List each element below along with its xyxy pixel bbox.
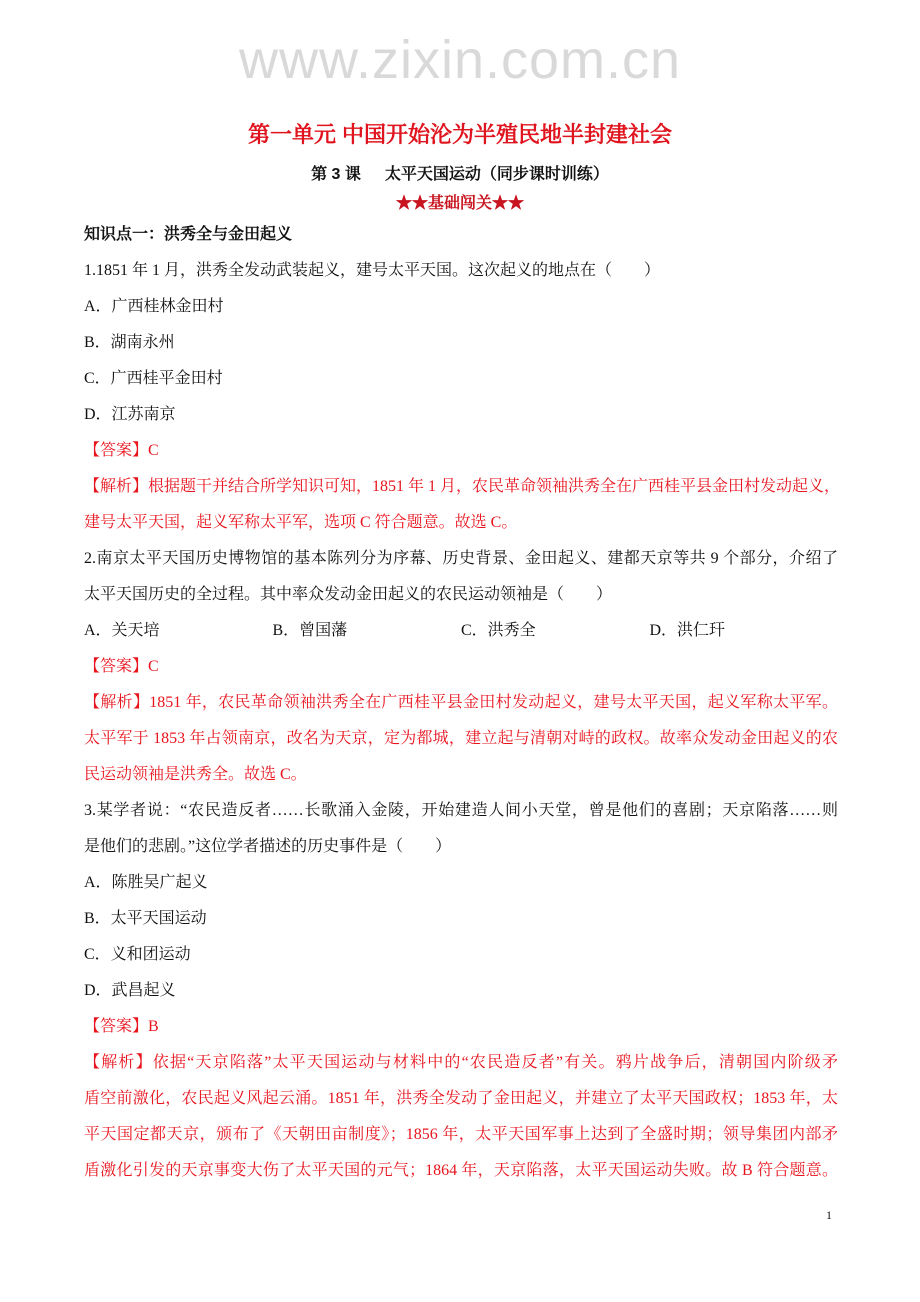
option: C．洪秀全 — [461, 622, 536, 639]
option: A．广西桂林金田村 — [84, 298, 224, 315]
answer: 【答案】C — [84, 658, 159, 675]
question-stem: 3.某学者说：“农民造反者……长歌涌入金陵，开始建造人间小天堂，曾是他们的喜剧；天京陷落……则 — [84, 802, 838, 819]
analysis: 【解析】依据“天京陷落”太平天国运动与材料中的“农民造反者”有关。鸦片战争后，清朝国内阶级矛 — [84, 1054, 838, 1071]
analysis: 【解析】根据题干并结合所学知识可知，1851 年 1 月，农民革命领袖洪秀全在广西桂平县金田村发动起义， — [84, 478, 841, 495]
knowledge-point-heading: 知识点一：洪秀全与金田起义 — [84, 226, 293, 243]
option: A．关天培 — [84, 622, 160, 639]
document-body — [84, 217, 841, 1189]
option: D．洪仁玕 — [649, 622, 726, 639]
option: B．太平天国运动 — [84, 910, 207, 927]
page-number: 1 — [826, 1208, 832, 1222]
section-heading: ★★基础闯关★★ — [395, 195, 524, 212]
options-row — [84, 613, 838, 649]
analysis: 民运动领袖是洪秀全。故选 C。 — [84, 766, 307, 783]
question-stem: 太平天国历史的全过程。其中率众发动金田起义的农民运动领袖是（ ） — [84, 586, 613, 603]
question-stem: 1.1851 年 1 月，洪秀全发动武装起义，建号太平天国。这次起义的地点在（ ） — [84, 262, 661, 279]
analysis: 建号太平天国，起义军称太平军，选项 C 符合题意。故选 C。 — [84, 514, 518, 531]
option: D．江苏南京 — [84, 406, 176, 423]
question-stem: 2.南京太平天国历史博物馆的基本陈列分为序幕、历史背景、金田起义、建都天京等共 9 个部分，介绍了 — [84, 550, 838, 567]
lesson-title: 太平天国运动（同步课时训练） — [384, 166, 609, 183]
analysis: 太平军于 1853 年占领南京，改名为天京，定为都城，建立起与清朝对峙的政权。故率众发动金田起义的农 — [84, 730, 838, 747]
option: D．武昌起义 — [84, 982, 176, 999]
option: C．义和团运动 — [84, 946, 191, 963]
option: C．广西桂平金田村 — [84, 370, 223, 387]
unit-title: 第一单元 中国开始沦为半殖民地半封建社会 — [247, 122, 673, 147]
analysis: 平天国定都天京，颁布了《天朝田亩制度》；1856 年，太平天国军事上达到了全盛时期；领导集团内部矛 — [84, 1126, 838, 1143]
answer: 【答案】B — [84, 1018, 159, 1035]
option: B．曾国藩 — [272, 622, 348, 639]
lesson-heading — [0, 161, 920, 184]
option: A．陈胜吴广起义 — [84, 874, 208, 891]
answer: 【答案】C — [84, 442, 159, 459]
watermark: www.zixin.com.cn — [238, 30, 682, 90]
option: B．湖南永州 — [84, 334, 175, 351]
lesson-number: 第 3 课 — [311, 166, 361, 183]
analysis: 盾空前激化，农民起义风起云涌。1851 年，洪秀全发动了金田起义，并建立了太平天国政权；1853 年，太 — [84, 1090, 838, 1107]
analysis: 【解析】1851 年，农民革命领袖洪秀全在广西桂平县金田村发动起义，建号太平天国，起义军称太平军。 — [84, 694, 838, 711]
question-stem: 是他们的悲剧。”这位学者描述的历史事件是（ ） — [84, 838, 452, 855]
analysis: 盾激化引发的天京事变大伤了太平天国的元气；1864 年，天京陷落，太平天国运动失败。故 B 符合题意。 — [84, 1162, 838, 1179]
